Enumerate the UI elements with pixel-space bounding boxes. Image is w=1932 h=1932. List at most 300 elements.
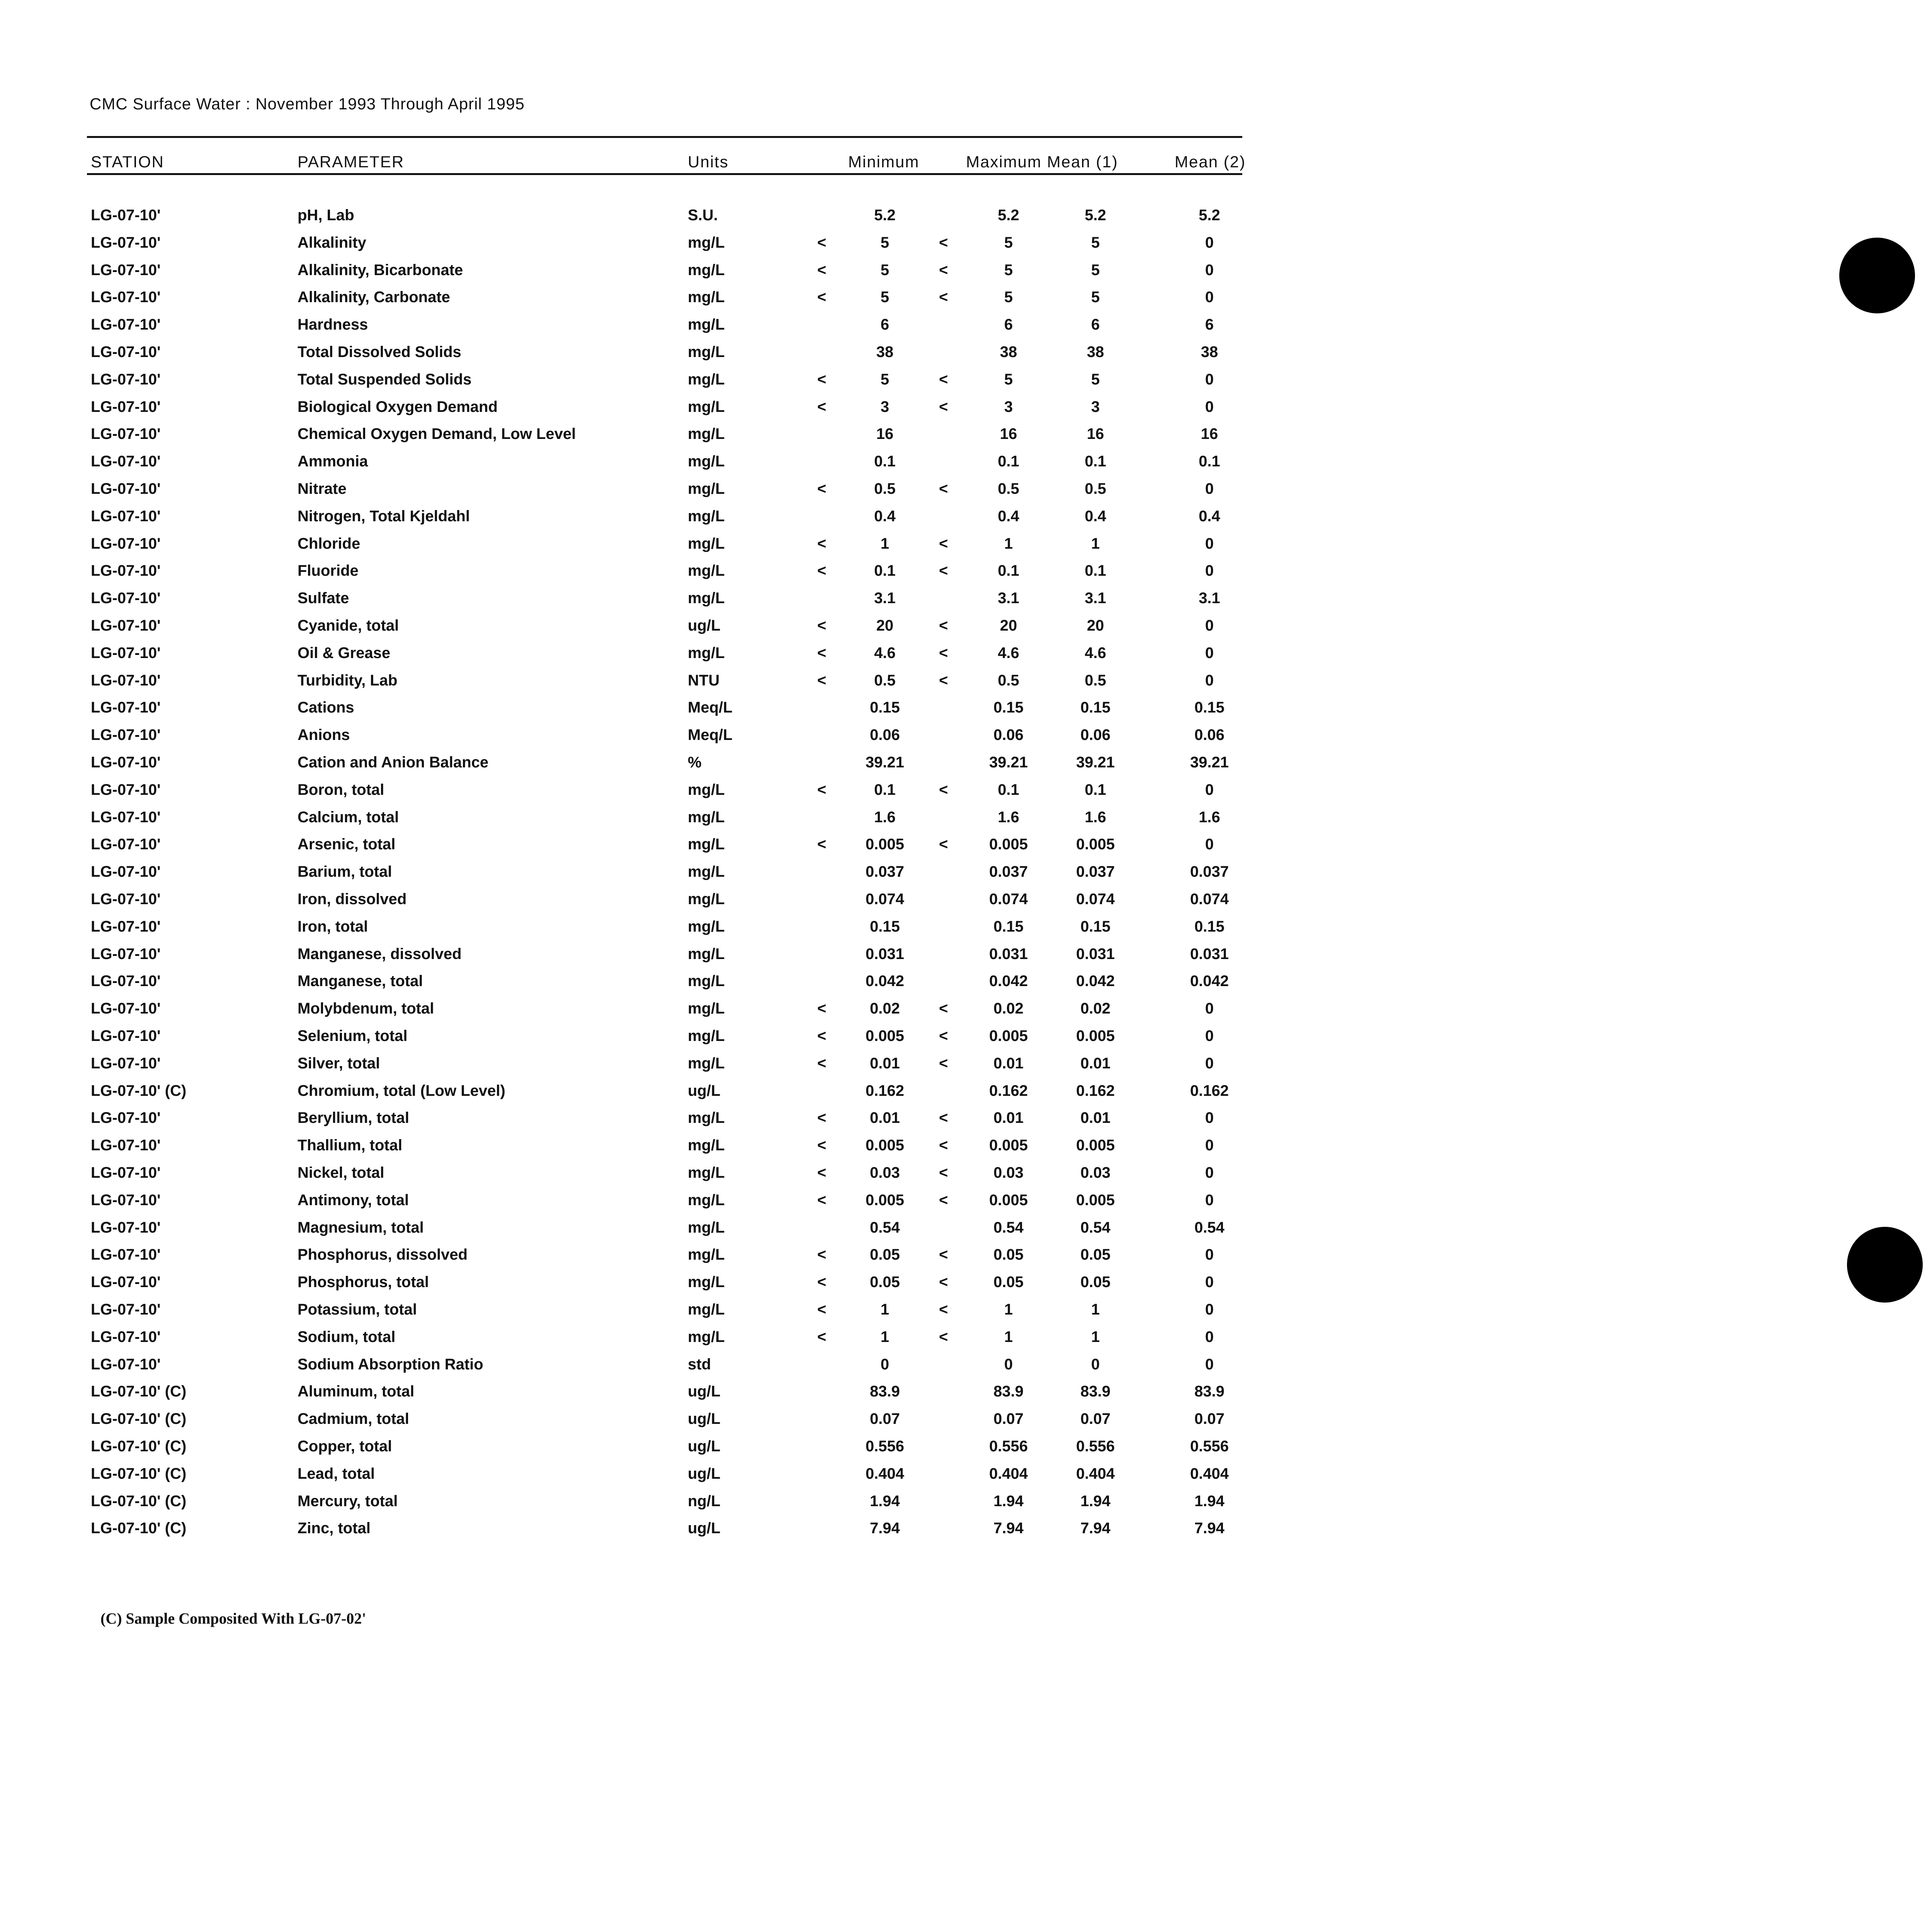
mean2-cell: 39.21 <box>1190 754 1229 771</box>
mean2-cell: 0 <box>1205 1356 1214 1373</box>
mean2-cell: 0 <box>1205 371 1214 388</box>
maximum-cell: 0 <box>1004 1356 1013 1373</box>
max-qualifier-cell: < <box>939 1027 948 1044</box>
mean1-cell: 83.9 <box>1080 1383 1111 1400</box>
units-cell: mg/L <box>688 453 725 470</box>
table-row <box>0 1082 1275 1105</box>
minimum-cell: 1.6 <box>874 809 896 826</box>
min-qualifier-cell: < <box>817 234 827 251</box>
station-cell: LG-07-10' <box>91 535 161 552</box>
min-qualifier-cell: < <box>817 289 827 306</box>
units-cell: mg/L <box>688 946 725 963</box>
mean2-cell: 0 <box>1205 1274 1214 1291</box>
units-cell: ug/L <box>688 1465 721 1482</box>
maximum-cell: 0.1 <box>998 562 1019 579</box>
max-qualifier-cell: < <box>939 1246 948 1263</box>
mean2-cell: 3.1 <box>1199 590 1220 607</box>
minimum-cell: 38 <box>876 344 894 361</box>
mean1-cell: 0.1 <box>1085 562 1106 579</box>
units-cell: mg/L <box>688 973 725 990</box>
maximum-cell: 0.07 <box>993 1410 1024 1427</box>
units-cell: NTU <box>688 672 720 689</box>
maximum-cell: 0.074 <box>989 891 1028 908</box>
parameter-cell: Mercury, total <box>298 1493 398 1510</box>
table-row <box>0 1356 1275 1379</box>
maximum-cell: 0.005 <box>989 1027 1028 1044</box>
table-row <box>0 371 1275 394</box>
parameter-cell: Alkalinity, Bicarbonate <box>298 262 463 279</box>
minimum-cell: 0.15 <box>870 699 900 716</box>
units-cell: mg/L <box>688 425 725 442</box>
mean2-cell: 0.042 <box>1190 973 1229 990</box>
max-qualifier-cell: < <box>939 1328 948 1345</box>
table-row <box>0 1109 1275 1133</box>
mean1-cell: 0.05 <box>1080 1274 1111 1291</box>
parameter-cell: Copper, total <box>298 1438 392 1455</box>
mean1-cell: 1.6 <box>1085 809 1106 826</box>
mean1-cell: 6 <box>1091 316 1100 333</box>
minimum-cell: 16 <box>876 425 894 442</box>
mean2-cell: 0.162 <box>1190 1082 1229 1099</box>
max-qualifier-cell: < <box>939 836 948 853</box>
units-cell: mg/L <box>688 289 725 306</box>
parameter-cell: Nickel, total <box>298 1164 384 1181</box>
mean1-cell: 0.06 <box>1080 726 1111 743</box>
units-cell: mg/L <box>688 836 725 853</box>
station-cell: LG-07-10' <box>91 1192 161 1209</box>
units-cell: std <box>688 1356 711 1373</box>
station-cell: LG-07-10' (C) <box>91 1383 187 1400</box>
units-cell: mg/L <box>688 1027 725 1044</box>
units-cell: Meq/L <box>688 726 733 743</box>
maximum-cell: 0.5 <box>998 672 1019 689</box>
units-cell: mg/L <box>688 535 725 552</box>
max-qualifier-cell: < <box>939 645 948 662</box>
header-units: Units <box>688 153 729 171</box>
mean1-cell: 0.54 <box>1080 1219 1111 1236</box>
mean2-cell: 83.9 <box>1194 1383 1225 1400</box>
mean1-cell: 0.037 <box>1076 863 1115 880</box>
parameter-cell: Thallium, total <box>298 1137 403 1154</box>
minimum-cell: 0.5 <box>874 480 896 497</box>
units-cell: mg/L <box>688 1000 725 1017</box>
units-cell: mg/L <box>688 1328 725 1345</box>
maximum-cell: 1 <box>1004 1301 1013 1318</box>
min-qualifier-cell: < <box>817 1137 827 1154</box>
minimum-cell: 0.01 <box>870 1055 900 1072</box>
parameter-cell: Beryllium, total <box>298 1109 409 1126</box>
minimum-cell: 0.031 <box>865 946 905 963</box>
parameter-cell: Calcium, total <box>298 809 399 826</box>
min-qualifier-cell: < <box>817 1055 827 1072</box>
mean2-cell: 0 <box>1205 562 1214 579</box>
mean2-cell: 0 <box>1205 836 1214 853</box>
station-cell: LG-07-10' <box>91 726 161 743</box>
parameter-cell: Hardness <box>298 316 368 333</box>
min-qualifier-cell: < <box>817 617 827 634</box>
mean1-cell: 1 <box>1091 1328 1100 1345</box>
parameter-cell: Sulfate <box>298 590 349 607</box>
minimum-cell: 0.54 <box>870 1219 900 1236</box>
mean1-cell: 0.162 <box>1076 1082 1115 1099</box>
min-qualifier-cell: < <box>817 836 827 853</box>
station-cell: LG-07-10' (C) <box>91 1493 187 1510</box>
maximum-cell: 0.1 <box>998 453 1019 470</box>
minimum-cell: 0.07 <box>870 1410 900 1427</box>
table-row <box>0 207 1275 230</box>
mean2-cell: 0.1 <box>1199 453 1220 470</box>
mean2-cell: 0 <box>1205 781 1214 798</box>
header-rule-bottom <box>87 173 1242 175</box>
max-qualifier-cell: < <box>939 1164 948 1181</box>
mean2-cell: 1.94 <box>1194 1493 1225 1510</box>
maximum-cell: 0.404 <box>989 1465 1028 1482</box>
mean2-cell: 0 <box>1205 1000 1214 1017</box>
parameter-cell: Ammonia <box>298 453 368 470</box>
mean2-cell: 0.15 <box>1194 918 1225 935</box>
table-row <box>0 754 1275 777</box>
units-cell: mg/L <box>688 508 725 525</box>
mean1-cell: 0.07 <box>1080 1410 1111 1427</box>
parameter-cell: Aluminum, total <box>298 1383 415 1400</box>
maximum-cell: 1 <box>1004 535 1013 552</box>
units-cell: mg/L <box>688 1109 725 1126</box>
parameter-cell: Biological Oxygen Demand <box>298 398 498 415</box>
maximum-cell: 83.9 <box>993 1383 1024 1400</box>
table-row <box>0 289 1275 312</box>
station-cell: LG-07-10' <box>91 891 161 908</box>
table-row <box>0 1410 1275 1434</box>
max-qualifier-cell: < <box>939 1301 948 1318</box>
station-cell: LG-07-10' <box>91 234 161 251</box>
mean2-cell: 0 <box>1205 1109 1214 1126</box>
maximum-cell: 0.1 <box>998 781 1019 798</box>
header-parameter: PARAMETER <box>298 153 405 171</box>
mean2-cell: 0 <box>1205 1246 1214 1263</box>
maximum-cell: 5 <box>1004 234 1013 251</box>
parameter-cell: Sodium, total <box>298 1328 396 1345</box>
maximum-cell: 0.556 <box>989 1438 1028 1455</box>
units-cell: mg/L <box>688 344 725 361</box>
station-cell: LG-07-10' <box>91 973 161 990</box>
mean1-cell: 0.4 <box>1085 508 1106 525</box>
max-qualifier-cell: < <box>939 672 948 689</box>
mean2-cell: 0 <box>1205 480 1214 497</box>
mean1-cell: 3.1 <box>1085 590 1106 607</box>
min-qualifier-cell: < <box>817 1274 827 1291</box>
maximum-cell: 0.54 <box>993 1219 1024 1236</box>
station-cell: LG-07-10' <box>91 645 161 662</box>
units-cell: ug/L <box>688 1082 721 1099</box>
minimum-cell: 0.06 <box>870 726 900 743</box>
minimum-cell: 0.005 <box>865 836 905 853</box>
minimum-cell: 0.02 <box>870 1000 900 1017</box>
table-row <box>0 1301 1275 1324</box>
minimum-cell: 0.05 <box>870 1274 900 1291</box>
parameter-cell: Anions <box>298 726 350 743</box>
parameter-cell: Phosphorus, dissolved <box>298 1246 468 1263</box>
mean2-cell: 0.031 <box>1190 946 1229 963</box>
table-row <box>0 480 1275 503</box>
units-cell: ug/L <box>688 1383 721 1400</box>
parameter-cell: Selenium, total <box>298 1027 408 1044</box>
min-qualifier-cell: < <box>817 1109 827 1126</box>
maximum-cell: 7.94 <box>993 1520 1024 1537</box>
mean2-cell: 0.037 <box>1190 863 1229 880</box>
station-cell: LG-07-10' <box>91 1000 161 1017</box>
mean1-cell: 3 <box>1091 398 1100 415</box>
minimum-cell: 3.1 <box>874 590 896 607</box>
parameter-cell: Iron, dissolved <box>298 891 407 908</box>
min-qualifier-cell: < <box>817 262 827 279</box>
mean1-cell: 5 <box>1091 371 1100 388</box>
units-cell: mg/L <box>688 1219 725 1236</box>
minimum-cell: 0.162 <box>865 1082 905 1099</box>
parameter-cell: Cadmium, total <box>298 1410 409 1427</box>
table-row <box>0 1465 1275 1488</box>
units-cell: mg/L <box>688 562 725 579</box>
maximum-cell: 0.4 <box>998 508 1019 525</box>
station-cell: LG-07-10' <box>91 1328 161 1345</box>
table-row <box>0 946 1275 969</box>
table-row <box>0 1328 1275 1352</box>
units-cell: S.U. <box>688 207 718 224</box>
parameter-cell: Zinc, total <box>298 1520 371 1537</box>
minimum-cell: 0.01 <box>870 1109 900 1126</box>
max-qualifier-cell: < <box>939 289 948 306</box>
mean2-cell: 0 <box>1205 617 1214 634</box>
mean2-cell: 0.15 <box>1194 699 1225 716</box>
max-qualifier-cell: < <box>939 480 948 497</box>
station-cell: LG-07-10' <box>91 316 161 333</box>
station-cell: LG-07-10' <box>91 617 161 634</box>
min-qualifier-cell: < <box>817 1000 827 1017</box>
mean1-cell: 0.1 <box>1085 453 1106 470</box>
table-row <box>0 508 1275 531</box>
parameter-cell: Potassium, total <box>298 1301 417 1318</box>
units-cell: ug/L <box>688 1520 721 1537</box>
station-cell: LG-07-10' <box>91 1164 161 1181</box>
station-cell: LG-07-10' <box>91 398 161 415</box>
min-qualifier-cell: < <box>817 1027 827 1044</box>
table-row <box>0 344 1275 367</box>
units-cell: % <box>688 754 702 771</box>
maximum-cell: 5.2 <box>998 207 1019 224</box>
mean1-cell: 0.005 <box>1076 836 1115 853</box>
table-row <box>0 1438 1275 1461</box>
maximum-cell: 39.21 <box>989 754 1028 771</box>
minimum-cell: 1 <box>880 1301 889 1318</box>
maximum-cell: 4.6 <box>998 645 1019 662</box>
maximum-cell: 0.162 <box>989 1082 1028 1099</box>
table-row <box>0 863 1275 886</box>
table-row <box>0 1164 1275 1187</box>
maximum-cell: 5 <box>1004 371 1013 388</box>
header-minimum: Minimum <box>848 153 920 171</box>
parameter-cell: Total Suspended Solids <box>298 371 472 388</box>
mean1-cell: 0.005 <box>1076 1192 1115 1209</box>
mean2-cell: 38 <box>1201 344 1218 361</box>
mean2-cell: 1.6 <box>1199 809 1220 826</box>
max-qualifier-cell: < <box>939 1274 948 1291</box>
units-cell: mg/L <box>688 918 725 935</box>
table-row <box>0 562 1275 585</box>
maximum-cell: 1 <box>1004 1328 1013 1345</box>
table-row <box>0 1274 1275 1297</box>
mean1-cell: 0.15 <box>1080 699 1111 716</box>
minimum-cell: 0.4 <box>874 508 896 525</box>
maximum-cell: 0.02 <box>993 1000 1024 1017</box>
units-cell: Meq/L <box>688 699 733 716</box>
mean1-cell: 0.031 <box>1076 946 1115 963</box>
max-qualifier-cell: < <box>939 1055 948 1072</box>
units-cell: mg/L <box>688 1246 725 1263</box>
parameter-cell: Total Dissolved Solids <box>298 344 461 361</box>
minimum-cell: 0.556 <box>865 1438 905 1455</box>
table-row <box>0 781 1275 804</box>
mean2-cell: 7.94 <box>1194 1520 1225 1537</box>
table-row <box>0 1192 1275 1215</box>
mean1-cell: 0 <box>1091 1356 1100 1373</box>
composite-footnote: (C) Sample Composited With LG-07-02' <box>100 1610 366 1627</box>
units-cell: ng/L <box>688 1493 721 1510</box>
station-cell: LG-07-10' <box>91 754 161 771</box>
parameter-cell: Chemical Oxygen Demand, Low Level <box>298 425 576 442</box>
mean2-cell: 16 <box>1201 425 1218 442</box>
max-qualifier-cell: < <box>939 781 948 798</box>
station-cell: LG-07-10' <box>91 371 161 388</box>
max-qualifier-cell: < <box>939 1109 948 1126</box>
units-cell: ug/L <box>688 1438 721 1455</box>
parameter-cell: Cations <box>298 699 354 716</box>
minimum-cell: 5 <box>880 371 889 388</box>
station-cell: LG-07-10' <box>91 699 161 716</box>
maximum-cell: 5 <box>1004 289 1013 306</box>
header-mean2: Mean (2) <box>1175 153 1246 171</box>
mean2-cell: 0.06 <box>1194 726 1225 743</box>
mean2-cell: 0 <box>1205 1027 1214 1044</box>
min-qualifier-cell: < <box>817 1246 827 1263</box>
table-row <box>0 316 1275 339</box>
maximum-cell: 0.037 <box>989 863 1028 880</box>
mean2-cell: 0 <box>1205 1301 1214 1318</box>
maximum-cell: 0.01 <box>993 1109 1024 1126</box>
station-cell: LG-07-10' <box>91 946 161 963</box>
maximum-cell: 0.01 <box>993 1055 1024 1072</box>
mean1-cell: 0.5 <box>1085 480 1106 497</box>
maximum-cell: 3 <box>1004 398 1013 415</box>
maximum-cell: 20 <box>1000 617 1017 634</box>
minimum-cell: 4.6 <box>874 645 896 662</box>
station-cell: LG-07-10' <box>91 1301 161 1318</box>
table-row <box>0 672 1275 695</box>
parameter-cell: Magnesium, total <box>298 1219 424 1236</box>
minimum-cell: 0.005 <box>865 1027 905 1044</box>
mean2-cell: 0.074 <box>1190 891 1229 908</box>
mean1-cell: 16 <box>1087 425 1104 442</box>
mean1-cell: 0.01 <box>1080 1109 1111 1126</box>
min-qualifier-cell: < <box>817 535 827 552</box>
table-row <box>0 1520 1275 1543</box>
station-cell: LG-07-10' <box>91 453 161 470</box>
min-qualifier-cell: < <box>817 562 827 579</box>
mean1-cell: 0.042 <box>1076 973 1115 990</box>
min-qualifier-cell: < <box>817 672 827 689</box>
station-cell: LG-07-10' <box>91 289 161 306</box>
minimum-cell: 0.05 <box>870 1246 900 1263</box>
station-cell: LG-07-10' (C) <box>91 1410 187 1427</box>
minimum-cell: 39.21 <box>865 754 905 771</box>
station-cell: LG-07-10' <box>91 262 161 279</box>
maximum-cell: 0.005 <box>989 836 1028 853</box>
parameter-cell: Cyanide, total <box>298 617 399 634</box>
station-cell: LG-07-10' <box>91 1274 161 1291</box>
mean1-cell: 0.404 <box>1076 1465 1115 1482</box>
mean2-cell: 5.2 <box>1199 207 1220 224</box>
maximum-cell: 0.05 <box>993 1274 1024 1291</box>
station-cell: LG-07-10' <box>91 1109 161 1126</box>
header-station: STATION <box>91 153 164 171</box>
station-cell: LG-07-10' <box>91 562 161 579</box>
station-cell: LG-07-10' <box>91 781 161 798</box>
table-row <box>0 1027 1275 1051</box>
parameter-cell: Sodium Absorption Ratio <box>298 1356 483 1373</box>
mean1-cell: 38 <box>1087 344 1104 361</box>
mean1-cell: 39.21 <box>1076 754 1115 771</box>
table-row <box>0 973 1275 996</box>
station-cell: LG-07-10' <box>91 1219 161 1236</box>
parameter-cell: pH, Lab <box>298 207 354 224</box>
mean1-cell: 0.1 <box>1085 781 1106 798</box>
units-cell: mg/L <box>688 891 725 908</box>
mean1-cell: 7.94 <box>1080 1520 1111 1537</box>
table-row <box>0 1000 1275 1023</box>
station-cell: LG-07-10' <box>91 508 161 525</box>
minimum-cell: 20 <box>876 617 894 634</box>
maximum-cell: 0.5 <box>998 480 1019 497</box>
max-qualifier-cell: < <box>939 562 948 579</box>
minimum-cell: 0 <box>880 1356 889 1373</box>
mean2-cell: 0 <box>1205 234 1214 251</box>
mean1-cell: 0.074 <box>1076 891 1115 908</box>
station-cell: LG-07-10' <box>91 672 161 689</box>
min-qualifier-cell: < <box>817 398 827 415</box>
minimum-cell: 1 <box>880 535 889 552</box>
mean2-cell: 0 <box>1205 535 1214 552</box>
units-cell: mg/L <box>688 234 725 251</box>
table-row <box>0 1137 1275 1160</box>
max-qualifier-cell: < <box>939 617 948 634</box>
station-cell: LG-07-10' (C) <box>91 1520 187 1537</box>
mean2-cell: 6 <box>1205 316 1214 333</box>
station-cell: LG-07-10' <box>91 836 161 853</box>
minimum-cell: 0.404 <box>865 1465 905 1482</box>
units-cell: mg/L <box>688 1192 725 1209</box>
station-cell: LG-07-10' <box>91 1246 161 1263</box>
max-qualifier-cell: < <box>939 371 948 388</box>
maximum-cell: 0.005 <box>989 1137 1028 1154</box>
mean1-cell: 20 <box>1087 617 1104 634</box>
station-cell: LG-07-10' (C) <box>91 1465 187 1482</box>
units-cell: ug/L <box>688 617 721 634</box>
mean2-cell: 0 <box>1205 1328 1214 1345</box>
maximum-cell: 3.1 <box>998 590 1019 607</box>
mean2-cell: 0.54 <box>1194 1219 1225 1236</box>
maximum-cell: 6 <box>1004 316 1013 333</box>
header-maximum-mean1: Maximum Mean (1) <box>966 153 1118 171</box>
station-cell: LG-07-10' (C) <box>91 1438 187 1455</box>
maximum-cell: 38 <box>1000 344 1017 361</box>
